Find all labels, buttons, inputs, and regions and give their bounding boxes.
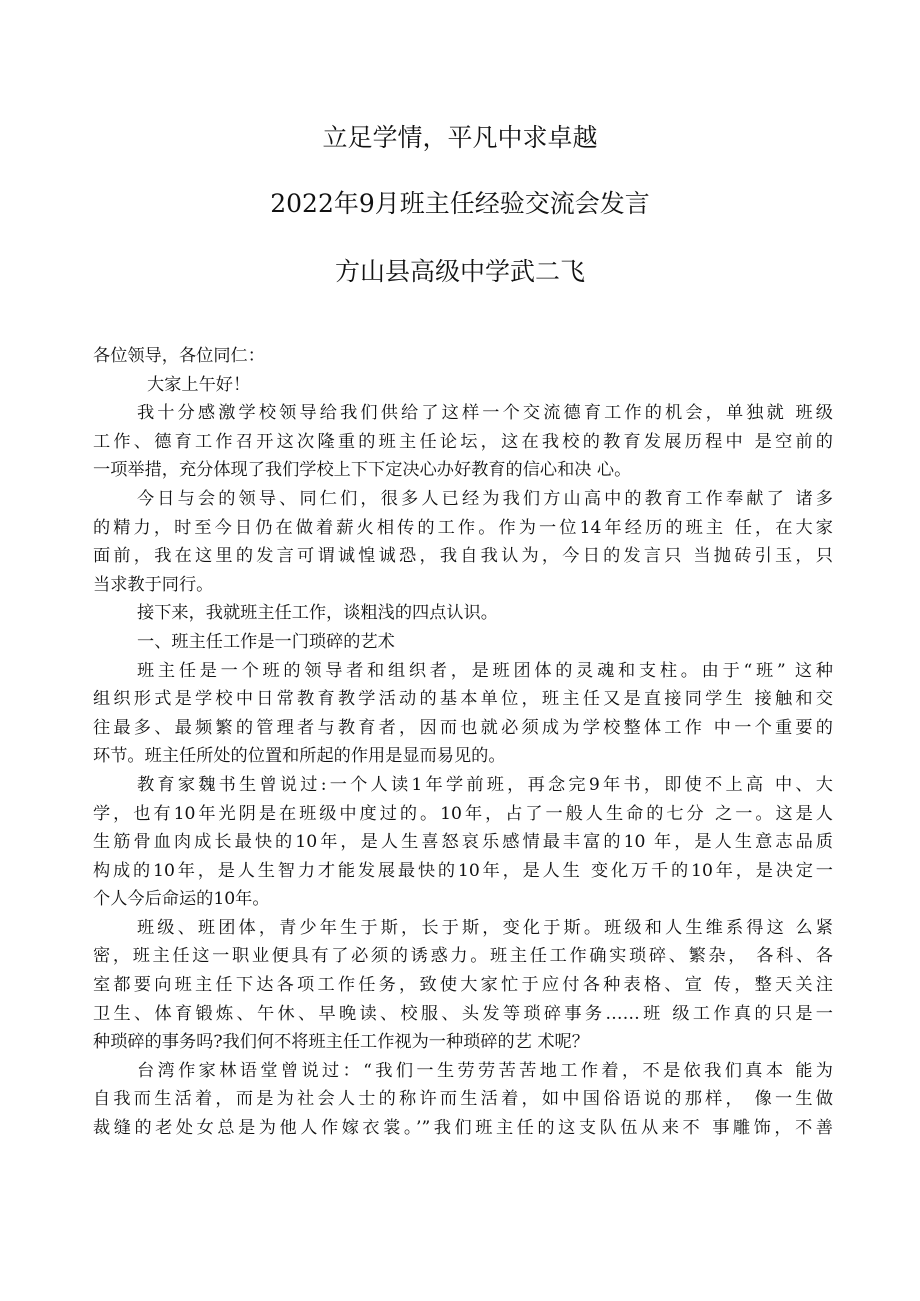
paragraph-line: 班级、班团体，青少年生于斯，长于斯，变化于斯。班级和人生维系得这 么紧 xyxy=(137,917,833,938)
paragraph-line: 我十分感激学校领导给我们供给了这样一个交流德育工作的机会，单独就 班级 xyxy=(137,403,833,424)
paragraph-line: 一项举措，充分体现了我们学校上下下定决心办好教育的信心和决 心。 xyxy=(93,460,632,481)
paragraph-line: 接下来，我就班主任工作，谈粗浅的四点认识。 xyxy=(137,603,498,624)
paragraph-line: 学，也有10年光阴是在班级中度过的。10年，占了一般人生命的七分 之一。这是人 xyxy=(93,803,833,824)
paragraph-line: 班主任是一个班的领导者和组织者，是班团体的灵魂和支柱。由于“班” 这种 xyxy=(137,660,833,681)
document-title: 立足学情，平凡中求卓越 xyxy=(322,123,598,152)
paragraph-line: 面前，我在这里的发言可谓诚惶诚恐，我自我认为，今日的发言只 当抛砖引玉，只 xyxy=(93,546,833,567)
paragraph-line: 生筋骨血肉成长最快的10年，是人生喜怒哀乐感情最丰富的10 年，是人生意志品质 xyxy=(93,832,833,853)
paragraph-line: 台湾作家林语堂曾说过：“我们一生劳劳苦苦地工作着，不是依我们真本 能为 xyxy=(137,1060,833,1081)
paragraph-line: 裁缝的老处女总是为他人作嫁衣裳。’”我们班主任的这支队伍从来不 事雕饰，不善 xyxy=(93,1118,833,1139)
salutation-line: 大家上午好！ xyxy=(147,374,251,395)
paragraph-line: 今日与会的领导、同仁们，很多人已经为我们方山高中的教育工作奉献了 诸多 xyxy=(137,488,833,509)
paragraph-line: 组织形式是学校中日常教育教学活动的基本单位，班主任又是直接同学生 接触和交 xyxy=(93,689,833,710)
paragraph-line: 的精力，时至今日仍在做着薪火相传的工作。作为一位14年经历的班主 任，在大家 xyxy=(93,517,833,538)
paragraph-line: 自我而生活着，而是为社会人士的称许而生活着，如中国俗语说的那样， 像一生做 xyxy=(93,1089,833,1110)
paragraph-line: 种琐碎的事务吗?我们何不将班主任工作视为一种琐碎的艺 术呢？ xyxy=(93,1032,589,1053)
paragraph-line: 构成的10年，是人生智力才能发展最快的10年，是人生 变化万千的10年，是决定一 xyxy=(93,860,833,881)
paragraph-line: 卫生、体育锻炼、午休、早晚读、校服、头发等琐碎事务……班 级工作真的只是一 xyxy=(93,1003,833,1024)
paragraph-line: 密，班主任这一职业便具有了必须的诱惑力。班主任工作确实琐碎、繁杂， 各科、各 xyxy=(93,946,833,967)
greeting-line: 各位领导，各位同仁： xyxy=(93,346,265,366)
paragraph-line: 工作、德育工作召开这次隆重的班主任论坛，这在我校的教育发展历程中 是空前的 xyxy=(93,431,833,452)
document-subtitle: 2022年9月班主任经验交流会发言 xyxy=(270,189,650,218)
paragraph-line: 环节。班主任所处的位置和所起的作用是显而易见的。 xyxy=(93,746,506,767)
document-author: 方山县高级中学武二飞 xyxy=(334,257,585,286)
paragraph-line: 当求教于同行。 xyxy=(93,574,214,595)
paragraph-line: 室都要向班主任下达各项工作任务，致使大家忙于应付各种表格、宣 传，整天关注 xyxy=(93,975,833,996)
document-body xyxy=(93,342,833,1143)
section-heading: 一、班主任工作是一门琐碎的艺术 xyxy=(137,631,395,652)
paragraph-line: 教育家魏书生曾说过:一个人读1年学前班，再念完9年书，即使不上高 中、大 xyxy=(137,774,833,795)
paragraph-line: 往最多、最频繁的管理者与教育者，因而也就必须成为学校整体工作 中一个重要的 xyxy=(93,717,833,738)
paragraph-line: 个人今后命运的10年。 xyxy=(93,889,270,910)
